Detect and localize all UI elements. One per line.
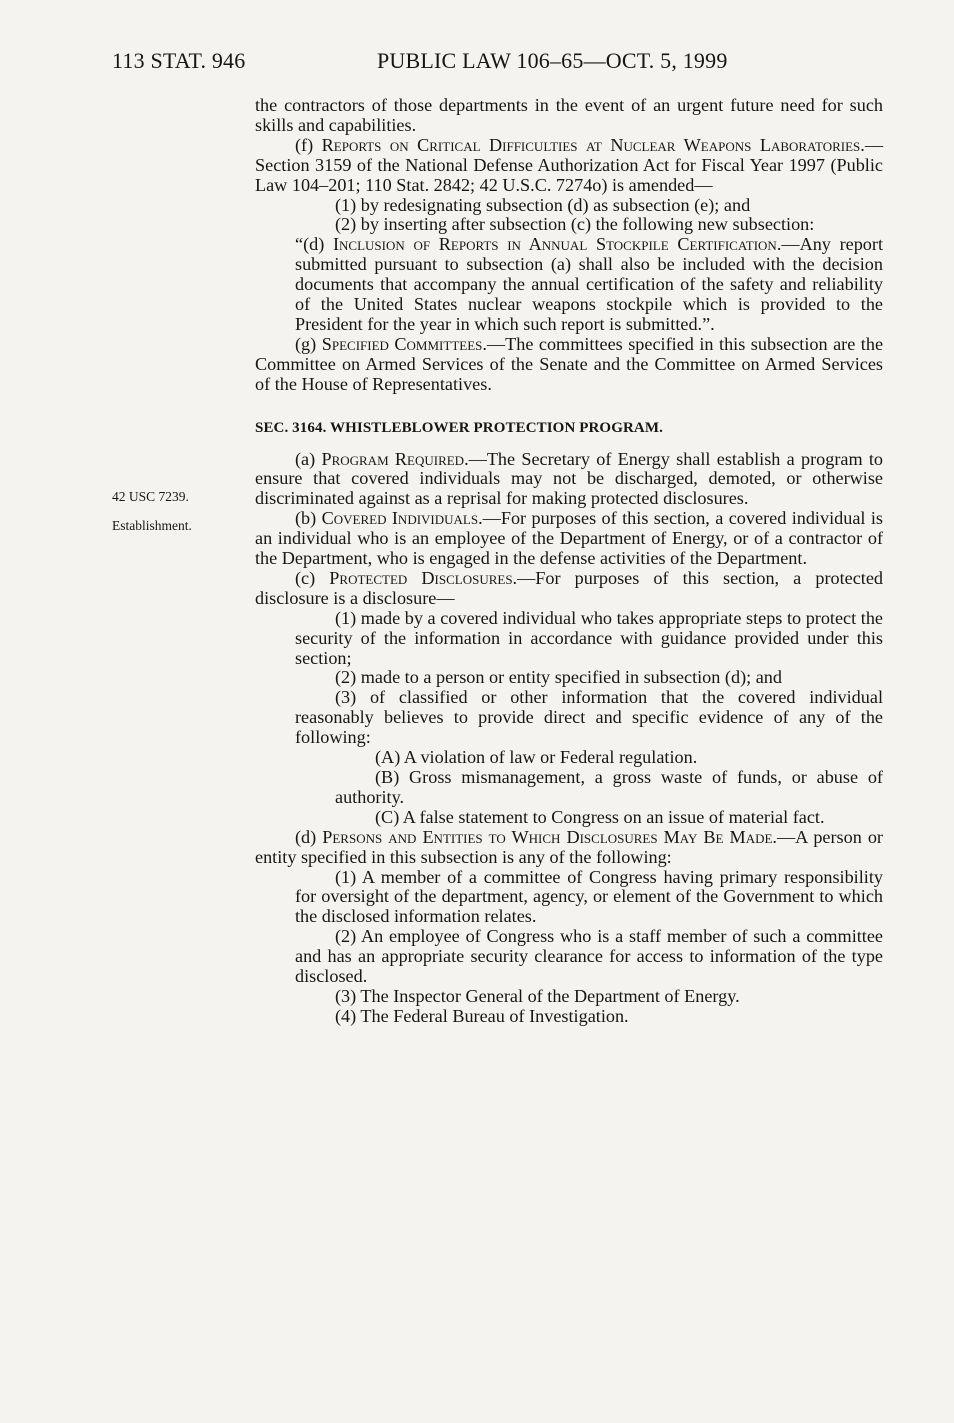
section-heading: SEC. 3164. WHISTLEBLOWER PROTECTION PROGRAM. — [255, 419, 663, 436]
subsection-d-number: (d) — [295, 826, 317, 847]
subparagraph-cC: (C) A false statement to Congress on an issue of material fact. — [375, 806, 825, 827]
subsection-c — [255, 569, 883, 609]
subparagraph-cA: (A) A violation of law or Federal regulation. — [375, 747, 698, 768]
paragraph-d1: (1) A member of a committee of Congress having primary responsibility for oversight of the department, agency, or element of the Government to which the disclosed information relates. — [295, 866, 883, 927]
body-text — [255, 96, 883, 1027]
subsection-c-text: —For purposes of this section, a protected disclosure is a disclosure— — [255, 567, 884, 608]
subsection-b — [255, 509, 883, 569]
paragraph-c3: (3) of classified or other information that the covered individual reasonably believes to provide direct and specific evidence of any of the following: — [295, 687, 883, 748]
subsection-b-heading: Covered Individuals. — [321, 508, 483, 529]
inserted-subsection-d-text: —Any report submitted pursuant to subsection (a) shall also be included with the decision documents that accompany the annual certification of the safety and reliability of the United States nuclear weapons stockpile which is provided to the President for the year in which such report is submitted.”. — [295, 234, 884, 334]
subsection-b-number: (b) — [295, 508, 317, 529]
subsection-f-heading: Reports on Critical Difficulties at Nuclear Weapons Laboratories. — [321, 134, 865, 155]
subsection-b-text: —For purposes of this section, a covered individual is an individual who is an employee of the Department of Energy, or of a contractor of the Department, who is engaged in the defense activities of the Department. — [255, 508, 883, 569]
subsection-f-number: (f) — [295, 134, 314, 155]
paragraph-continuation: the contractors of those departments in the event of an urgent future need for such skills and capabilities. — [255, 95, 883, 135]
paragraph-f1: (1) by redesignating subsection (d) as subsection (e); and — [335, 194, 751, 215]
inserted-subsection-d — [255, 235, 883, 335]
subsection-a-text: —The Secretary of Energy shall establish a program to ensure that covered individuals may not be discharged, demoted, or otherwise discriminated against as a reprisal for making protected disclosures. — [255, 448, 884, 509]
paragraph-d4: (4) The Federal Bureau of Investigation. — [335, 1005, 629, 1026]
subsection-g-text: —The committees specified in this subsection are the Committee on Armed Services of the Senate and the Committee on Armed Services of the House of Representatives. — [255, 333, 884, 394]
paragraph-d3: (3) The Inspector General of the Department of Energy. — [335, 985, 740, 1006]
margin-note-usc: 42 USC 7239. — [112, 489, 189, 504]
paragraph-d2: (2) An employee of Congress who is a staff member of such a committee and has an appropriate security clearance for access to information of the type disclosed. — [295, 926, 883, 987]
inserted-subsection-d-number: “(d) — [295, 234, 325, 255]
section-spacer — [255, 395, 883, 419]
running-title: PUBLIC LAW 106–65—OCT. 5, 1999 — [377, 48, 728, 73]
subsection-g — [255, 335, 883, 395]
paragraph-f2: (2) by inserting after subsection (c) the following new subsection: — [335, 214, 815, 235]
subsection-f — [255, 136, 883, 196]
paragraph-c1: (1) made by a covered individual who takes appropriate steps to protect the security of the information in accordance with guidance provided under this section; — [295, 607, 883, 668]
subsection-d-heading: Persons and Entities to Which Disclosures May Be Made. — [322, 826, 777, 847]
inserted-subsection-d-heading: Inclusion of Reports in Annual Stockpile Certification. — [332, 234, 782, 255]
subsection-c-heading: Protected Disclosures. — [329, 567, 518, 588]
subsection-c-number: (c) — [295, 567, 316, 588]
subsection-a-number: (a) — [295, 448, 316, 469]
subsection-d — [255, 828, 883, 868]
subsection-d-text: —A person or entity specified in this subsection is any of the following: — [255, 826, 883, 867]
subsection-f-text: —Section 3159 of the National Defense Authorization Act for Fiscal Year 1997 (Public Law 104–201; 110 Stat. 2842; 42 U.S.C. 7274o) is amended— — [255, 134, 884, 195]
paragraph-c2: (2) made to a person or entity specified in subsection (d); and — [335, 667, 782, 688]
page-number: 113 STAT. 946 — [112, 48, 246, 73]
subsection-g-number: (g) — [295, 333, 317, 354]
subparagraph-cB: (B) Gross mismanagement, a gross waste of funds, or abuse of authority. — [335, 767, 883, 807]
margin-note-establishment: Establishment. — [112, 518, 192, 533]
subsection-a — [255, 450, 883, 510]
subsection-g-heading: Specified Committees. — [321, 333, 487, 354]
subsection-a-heading: Program Required. — [321, 448, 469, 469]
